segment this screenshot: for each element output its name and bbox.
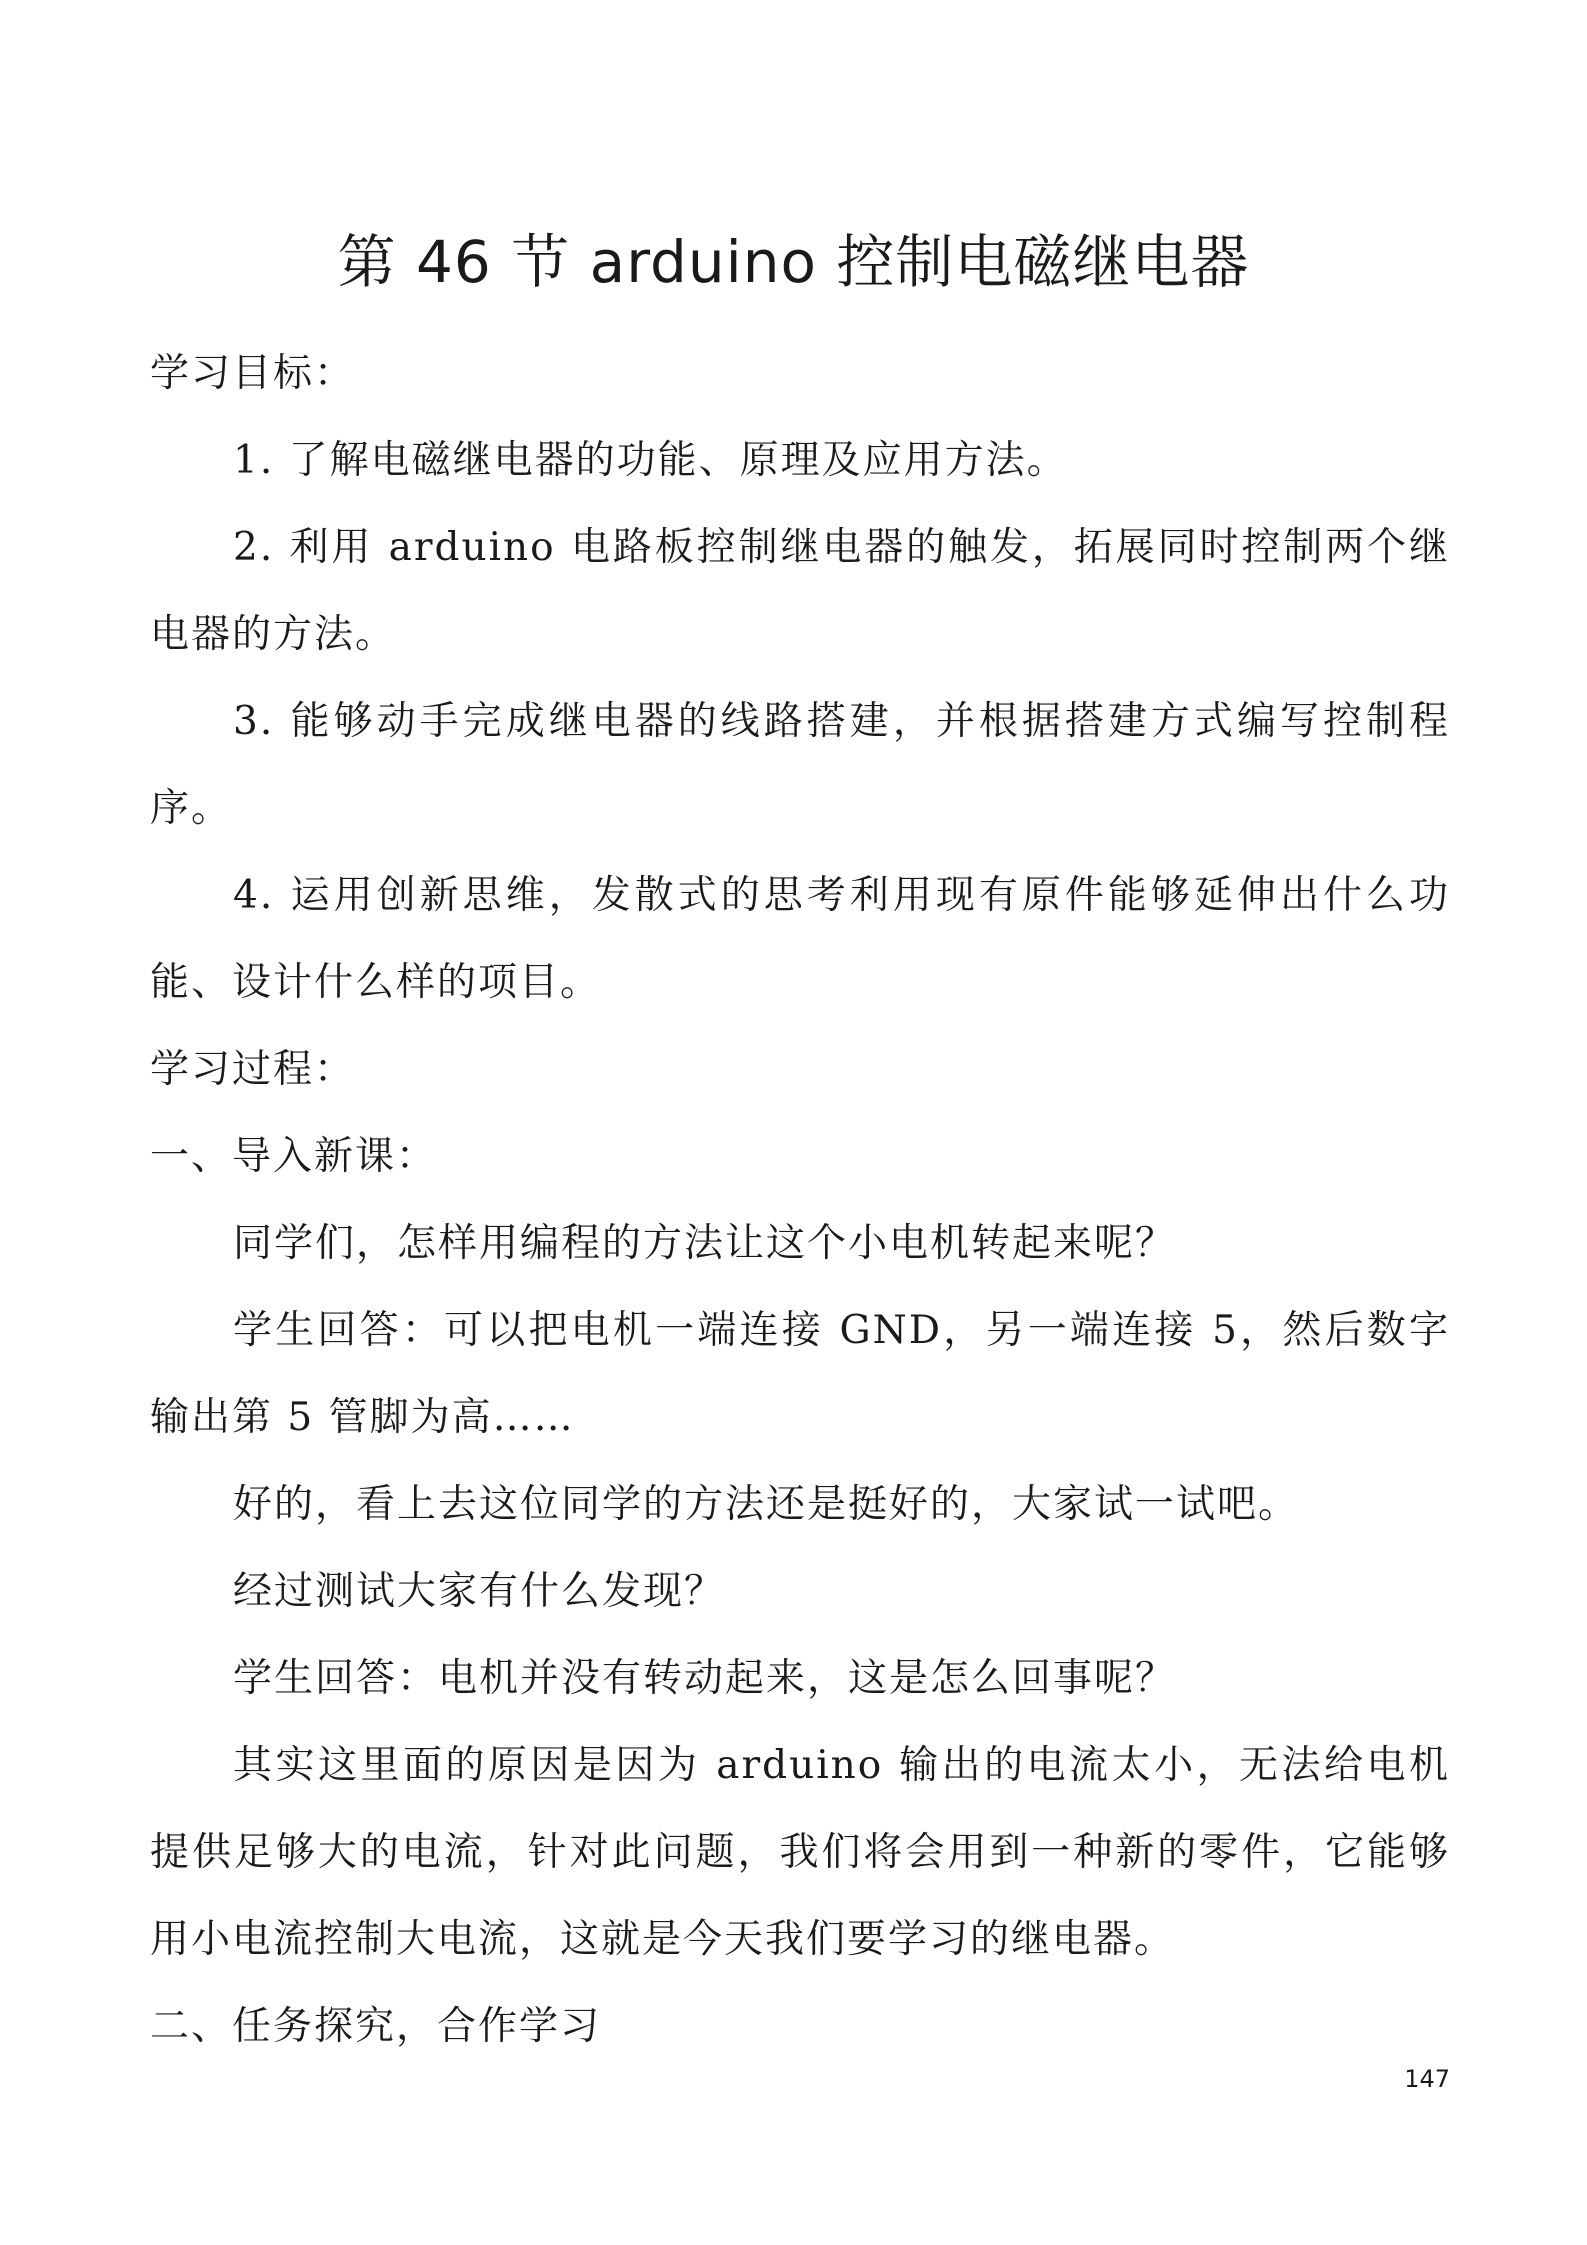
paragraph-question: 同学们，怎样用编程的方法让这个小电机转起来呢？ bbox=[233, 1221, 1177, 1266]
page-content bbox=[150, 330, 1450, 2070]
section-1-heading: 一、导入新课： bbox=[150, 1134, 438, 1179]
goal-item-1: 1. 了解电磁继电器的功能、原理及应用方法。 bbox=[233, 438, 1068, 483]
page-number: 147 bbox=[1404, 2065, 1450, 2093]
paragraph-student-answer-1: 学生回答：可以把电机一端连接 GND，另一端连接 5，然后数字输出第 5 管脚为高…… bbox=[150, 1308, 1450, 1440]
paragraph-explanation: 其实这里面的原因是因为 arduino 输出的电流太小，无法给电机提供足够大的电流，针对此问题，我们将会用到一种新的零件，它能够用小电流控制大电流，这就是今天我们要学习的继电器。 bbox=[150, 1743, 1450, 1962]
paragraph-try-it: 好的，看上去这位同学的方法还是挺好的，大家试一试吧。 bbox=[233, 1482, 1300, 1527]
paragraph-student-answer-2: 学生回答：电机并没有转动起来，这是怎么回事呢？ bbox=[233, 1656, 1177, 1701]
page-title: 第 46 节 arduino 控制电磁继电器 bbox=[337, 228, 1250, 296]
goal-item-4: 4. 运用创新思维，发散式的思考利用现有原件能够延伸出什么功能、设计什么样的项目。 bbox=[150, 873, 1450, 1005]
learning-process-heading: 学习过程： bbox=[150, 1047, 356, 1092]
goal-item-3: 3. 能够动手完成继电器的线路搭建，并根据搭建方式编写控制程序。 bbox=[150, 699, 1450, 831]
goal-item-2: 2. 利用 arduino 电路板控制继电器的触发，拓展同时控制两个继电器的方法。 bbox=[150, 525, 1450, 657]
learning-goals-heading: 学习目标： bbox=[150, 351, 356, 396]
section-2-heading: 二、任务探究，合作学习 bbox=[150, 2004, 602, 2049]
paragraph-findings: 经过测试大家有什么发现？ bbox=[233, 1569, 726, 1614]
